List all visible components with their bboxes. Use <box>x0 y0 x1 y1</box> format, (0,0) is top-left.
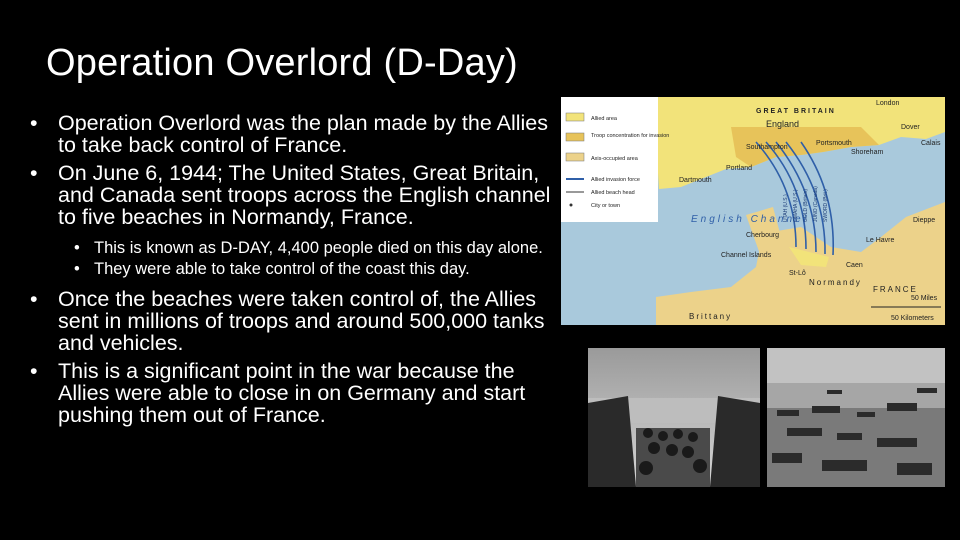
legend-city: City or town <box>591 203 621 209</box>
normandy-beach-photo <box>767 348 945 487</box>
map-label-scale-km: 50 Kilometers <box>891 315 934 322</box>
map-label-calais: Calais <box>921 140 941 147</box>
map-label-southampton: Southampton <box>746 144 788 151</box>
map-label-gb: GREAT BRITAIN <box>756 108 836 115</box>
legend-invasion: Allied invasion force <box>591 177 640 183</box>
map-label-stlo: St-Lô <box>789 270 806 277</box>
map-label-england: England <box>766 119 800 129</box>
landing-craft-photo <box>588 348 760 487</box>
sub-bullet-2: • They were able to take control of the coast this day. <box>28 261 568 278</box>
map-label-dartmouth: Dartmouth <box>679 177 712 184</box>
legend-beachhead: Allied beach head <box>591 190 635 196</box>
map-label-dover: Dover <box>901 124 920 131</box>
legend-troop: Troop concentration for invasion <box>591 133 670 139</box>
beach-label: JUNO (Canada) <box>813 186 819 222</box>
slide-title: Operation Overlord (D-Day) <box>46 42 518 84</box>
map-label-dieppe: Dieppe <box>913 217 936 224</box>
bullet-4: • This is a significant point in the war because the Allies were able to close in on Germany and start pushing them out of France. <box>28 360 568 426</box>
beach-label: SWORD (Brit.) <box>823 189 829 222</box>
beach-label: UTAH (U.S.) <box>783 194 789 222</box>
bullet-3: • Once the beaches were taken control of, the Allies sent in millions of troops and around 500,000 tanks and vehicles. <box>28 288 568 354</box>
beach-label: OMAHA (U.S.) <box>793 189 799 222</box>
map-label-portsmouth: Portsmouth <box>816 140 852 147</box>
beach-label: GOLD (Britain) <box>803 188 809 222</box>
map-label-portland: Portland <box>726 165 753 172</box>
legend-allied-area: Allied area <box>591 116 617 122</box>
bullet-1: • Operation Overlord was the plan made by the Allies to take back control of France. <box>28 112 568 156</box>
map-label-scale-miles: 50 Miles <box>911 295 938 302</box>
map-label-caen: Caen <box>846 262 863 269</box>
slide-body <box>28 112 568 432</box>
map-label-france: FRANCE <box>873 285 918 294</box>
map-label-london: London <box>876 100 900 107</box>
map-label-lehavre: Le Havre <box>866 237 895 244</box>
bullet-2: • On June 6, 1944; The United States, Great Britain, and Canada sent troops across the English channel to five beaches in Normandy, France. <box>28 162 568 228</box>
map-label-islands: Channel Islands <box>721 252 772 259</box>
normandy-invasion-map <box>561 97 945 325</box>
map-label-brittany: Brittany <box>689 312 733 321</box>
map-label-normandy: Normandy <box>809 278 862 287</box>
map-label-cherbourg: Cherbourg <box>746 232 780 239</box>
sub-bullet-1: • This is known as D-DAY, 4,400 people died on this day alone. <box>28 240 568 257</box>
map-label-channel: English Channel <box>691 214 809 225</box>
map-label-shoreham: Shoreham <box>851 149 884 156</box>
legend-axis: Axis-occupied area <box>591 156 638 162</box>
